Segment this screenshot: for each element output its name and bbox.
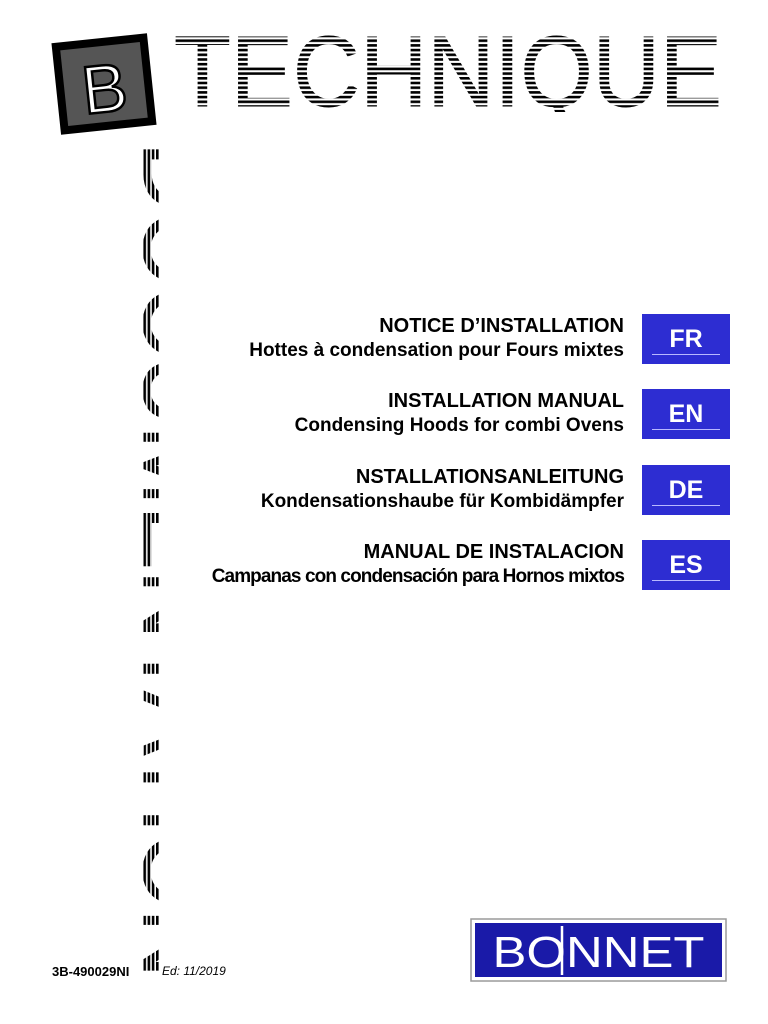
- language-code-es: ES: [669, 550, 703, 579]
- manual-title-de: NSTALLATIONSANLEITUNG: [355, 466, 624, 488]
- language-code-en: EN: [668, 399, 704, 428]
- manual-subtitle-es: Campanas con condensación para Hornos mixtos: [211, 566, 624, 587]
- manual-title-fr: NOTICE D’INSTALLATION: [379, 315, 624, 337]
- bonnet-logo-text: BONNET: [492, 928, 705, 977]
- manual-subtitle-en: Condensing Hoods for combi Ovens: [294, 415, 624, 436]
- bonnet-logo: [470, 918, 727, 982]
- language-row-en: [150, 389, 736, 439]
- b-logo-letter: B: [77, 48, 132, 130]
- language-badge-es: [642, 540, 730, 590]
- language-row-es: [150, 540, 736, 590]
- language-badge-en: [642, 389, 730, 439]
- language-badge-fr: [642, 314, 730, 364]
- badge-underline: [652, 429, 720, 430]
- manual-title-es: MANUAL DE INSTALACION: [363, 541, 624, 563]
- language-row-fr: [150, 314, 736, 364]
- badge-underline: [652, 505, 720, 506]
- language-code-de: DE: [668, 475, 704, 504]
- badge-underline: [652, 580, 720, 581]
- manual-subtitle-fr: Hottes à condensation pour Fours mixtes: [249, 340, 624, 361]
- document-reference: 3B-490029NI: [52, 964, 130, 979]
- language-code-fr: FR: [669, 324, 703, 353]
- documentation-vertical-text: [72, 140, 160, 980]
- manual-subtitle-de: Kondensationshaube für Kombidämpfer: [260, 491, 624, 512]
- language-row-de: [150, 465, 736, 515]
- language-badge-de: [642, 465, 730, 515]
- manual-title-en: INSTALLATION MANUAL: [388, 390, 624, 412]
- badge-underline: [652, 354, 720, 355]
- edition-date: Ed: 11/2019: [162, 964, 226, 978]
- b-logo: [46, 30, 162, 138]
- technique-heading: [168, 30, 728, 112]
